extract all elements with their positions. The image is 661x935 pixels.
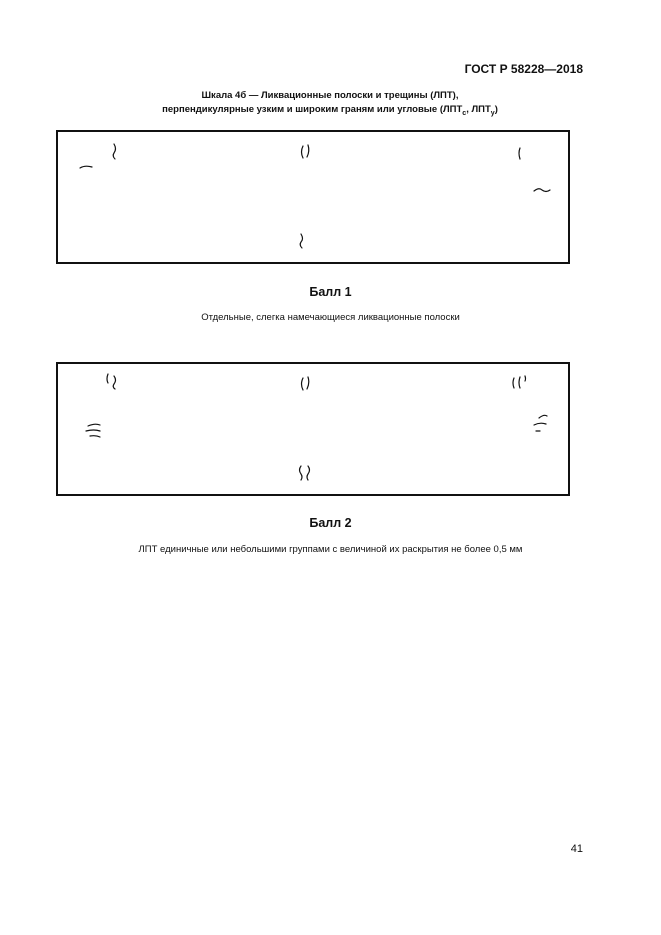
segregation-marks-grade-2 [58, 364, 568, 494]
grade-2-description: ЛПТ единичные или небольшими группами с величиной их раскрытия не более 0,5 мм [138, 544, 523, 555]
specimen-image-grade-2 [56, 362, 570, 496]
scale-title-line2: перпендикулярные узким и широким граням или угловые ($ЛПТ_с$, $ЛПТ_у$) [162, 104, 498, 117]
grade-1-label: Балл 1 [309, 285, 352, 299]
segregation-marks-grade-1 [58, 132, 568, 262]
scale-title [100, 89, 560, 121]
specimen-image-grade-1 [56, 130, 570, 264]
grade-1-description: Отдельные, слегка намечающиеся ликвационные полоски [201, 312, 460, 323]
standard-number: ГОСТ Р 58228—2018 [464, 62, 583, 76]
grade-2-label: Балл 2 [309, 516, 352, 530]
scale-title-line1: Шкала 4б — Ликвационные полоски и трещины (ЛПТ), [201, 90, 459, 101]
page-number: 41 [570, 843, 583, 855]
